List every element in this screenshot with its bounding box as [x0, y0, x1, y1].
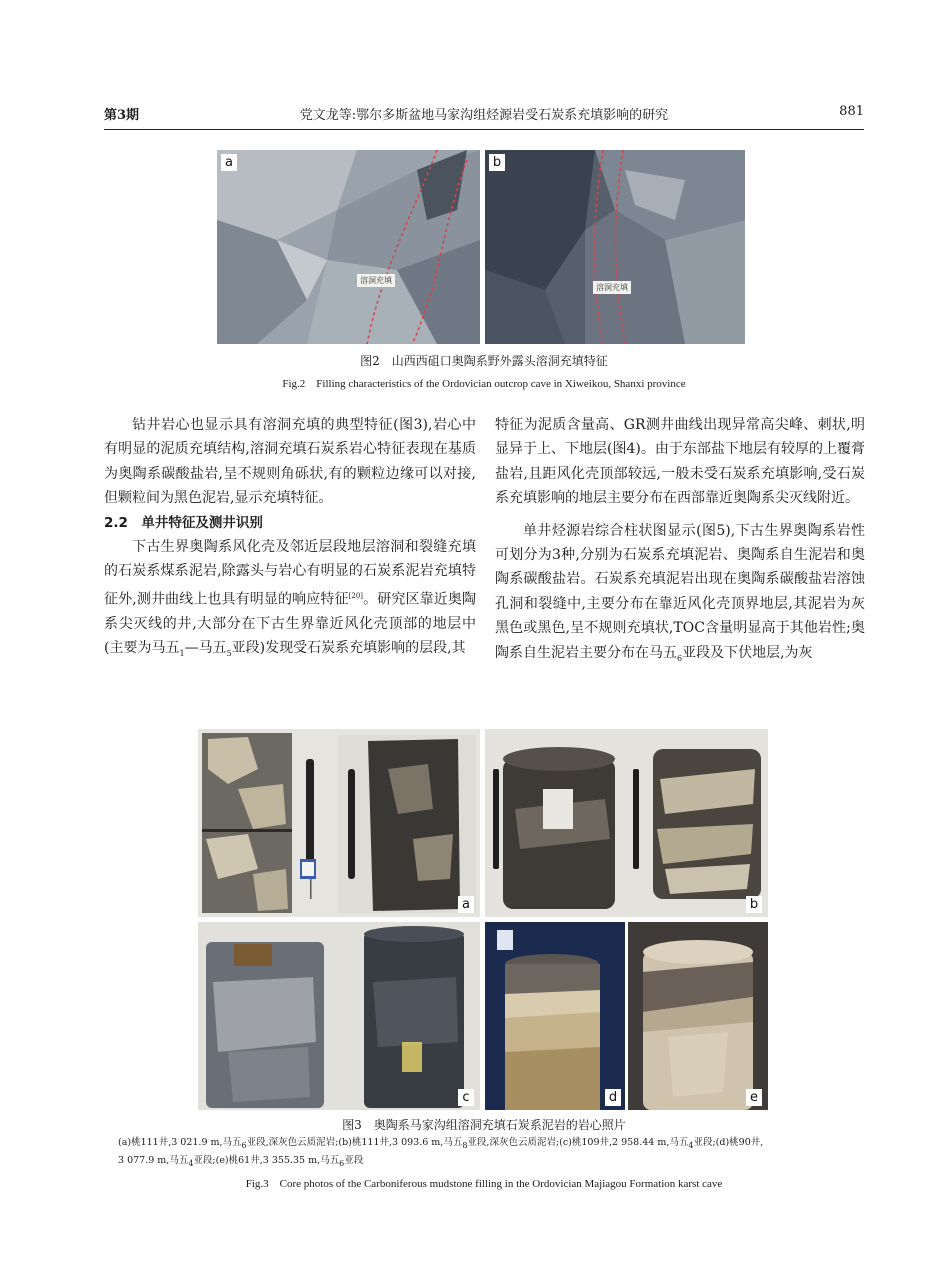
running-header: [104, 104, 864, 126]
text-run: (a)桃111井,3 021.9 m,马五: [118, 1137, 242, 1148]
subscript: 4: [688, 1140, 694, 1150]
text-run: 亚段: [344, 1154, 364, 1166]
fig3-panel-a: [198, 729, 480, 917]
fig3-caption-note: [118, 1135, 854, 1171]
subscript: 6: [677, 653, 683, 663]
text-run: 下古生界奥陶系风化壳及邻近层段地层溶洞和裂缝充填的石炭系煤系泥岩,除露头与岩心有明显的石炭系泥岩充填特征外,测井曲线上也具有明显的响应特征: [104, 539, 476, 608]
text-column-left: [104, 413, 476, 667]
fig3-panel-e-label: e: [746, 1089, 762, 1106]
subscript: 6: [241, 1140, 247, 1150]
fig2-caption-zh: 图2 山西西砠口奥陶系野外露头溶洞充填特征: [360, 354, 608, 368]
paragraph: 钻井岩心也显示具有溶洞充填的典型特征(图3),岩心中有明显的泥质充填结构,溶洞充填石炭系岩心特征表现在基质为奥陶系碳酸盐岩,呈不规则角砾状,有的颗粒边缘可以对接,但颗粒间为黑色泥岩,显示充填特征。: [104, 417, 476, 507]
section-heading: 2.2 单井特征及测井识别: [104, 514, 263, 531]
fig3-panel-a-label: a: [458, 896, 474, 913]
text-column-right: [495, 413, 865, 671]
text-run: 亚段,深灰色云质泥岩;(b)桃111井,3 093.6 m,马五: [246, 1137, 463, 1148]
text-run: 亚段及下伏地层,为灰: [682, 644, 813, 661]
text-run: 单井烃源岩综合柱状图显示(图5),下古生界奥陶系岩性可划分为3种,分别为石炭系充填泥岩、奥陶系自生泥岩和奥陶系碳酸盐岩。石炭系充填泥岩出现在奥陶系碳酸盐岩溶蚀孔洞和裂缝中,主要分布在靠近风化壳顶界地层,其泥岩为灰黑色或黑色,呈不规则充填状,TOC含量明显高于其他岩性;奥陶系自生泥岩主要分布在马五: [495, 522, 865, 661]
subscript: 5: [226, 649, 232, 659]
paragraph: [495, 519, 865, 671]
fig2-panel-a-tag: 溶洞充填: [357, 274, 395, 287]
fig3-panel-d: [485, 922, 625, 1110]
fig2-panel-a: [217, 150, 480, 344]
subscript: 6: [339, 1158, 345, 1168]
text-run: 3 077.9 m,马五: [118, 1154, 189, 1166]
running-title: 党文龙等:鄂尔多斯盆地马家沟组烃源岩受石炭系充填影响的研究: [299, 108, 669, 123]
citation: [20]: [348, 591, 364, 600]
issue-number: 第3期: [104, 108, 140, 123]
text-run: 亚段;(d)桃90井,: [693, 1137, 764, 1148]
fig3-panel-c: [198, 922, 480, 1110]
subscript: 4: [188, 1158, 194, 1168]
text-run: 亚段)发现受石炭系充填影响的层段,其: [231, 640, 466, 657]
paragraph: [104, 535, 476, 666]
fig3-caption-en: Fig.3 Core photos of the Carboniferous mudstone filling in the Ordovician Majiagou Formation karst cave: [245, 1178, 723, 1190]
fig2-panel-b-label: b: [489, 154, 505, 171]
page-number: 881: [839, 104, 864, 119]
fig3-panel-d-label: d: [605, 1089, 621, 1106]
fig3-panel-c-label: c: [458, 1089, 474, 1106]
subscript: 1: [179, 649, 185, 659]
text-run: 。研究区靠近奥陶系尖灭线的井,大部分在下古生界靠近风化壳顶部的地层中(主要为马五: [104, 591, 477, 657]
fig3-panel-b-label: b: [746, 896, 762, 913]
header-rule: [104, 129, 864, 130]
fig2-caption-en: Fig.2 Filling characteristics of the Ordovician outcrop cave in Xiweikou, Shanxi province: [282, 378, 686, 390]
subscript: 8: [462, 1140, 468, 1150]
fig3-caption-zh: 图3 奥陶系马家沟组溶洞充填石炭系泥岩的岩心照片: [342, 1118, 626, 1132]
text-run: 亚段,深灰色云质泥岩;(c)桃109井,2 958.44 m,马五: [467, 1137, 689, 1148]
fig2-panel-a-label: a: [221, 154, 237, 171]
text-run: —马五: [184, 640, 227, 657]
paragraph: 特征为泥质含量高、GR测井曲线出现异常高尖峰、刺状,明显异于上、下地层(图4)。由于东部盐下地层有较厚的上覆膏盐岩,且距风化壳顶部较远,一般未受石炭系充填影响,受石炭系充填影响的地层主要分布在西部靠近奥陶系尖灭线附近。: [495, 417, 865, 507]
text-run: 亚段;(e)桃61井,3 355.35 m,马五: [193, 1154, 340, 1166]
fig2-panel-b-tag: 溶洞充填: [593, 281, 631, 294]
fig2-panel-b: [485, 150, 745, 344]
fig3-panel-b: [485, 729, 768, 917]
fig3-panel-e: [628, 922, 768, 1110]
